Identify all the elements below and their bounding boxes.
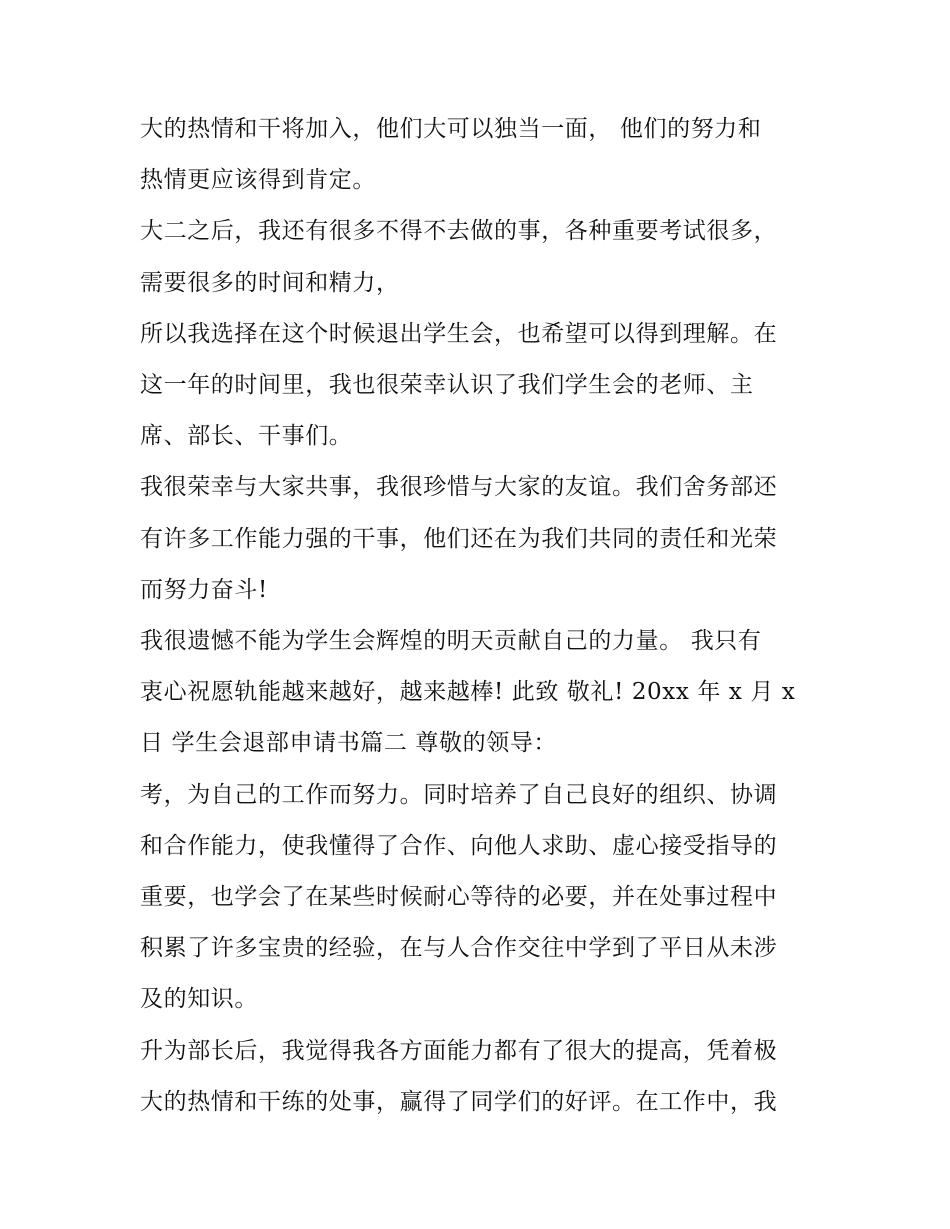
text-line: 热情更应该得到肯定。: [140, 167, 376, 194]
text-line: 我很荣幸与大家共事，我很珍惜与大家的友谊。我们舍务部还: [140, 474, 778, 501]
text-line: 和合作能力，使我懂得了合作、向他人求助、虚心接受指导的: [140, 832, 778, 859]
text-line: 我很遗憾不能为学生会辉煌的明天贡献自己的力量。 我只有: [140, 628, 762, 655]
text-line: 需要很多的时间和精力，: [140, 269, 400, 296]
text-line: 积累了许多宝贵的经验，在与人合作交往中学到了平日从未涉: [140, 935, 778, 962]
text-line: 而努力奋斗!: [140, 576, 268, 603]
text-line: 有许多工作能力强的干事，他们还在为我们共同的责任和光荣: [140, 525, 778, 552]
text-line: 席、部长、干事们。: [140, 423, 353, 450]
text-line: 大的热情和干练的处事，赢得了同学们的好评。在工作中，我: [140, 1088, 778, 1115]
text-line: 重要，也学会了在某些时候耐心等待的必要，并在处事过程中: [140, 884, 778, 911]
text-line: 衷心祝愿轨能越来越好，越来越棒! 此致 敬礼! 20xx 年 x 月 x: [140, 679, 796, 706]
text-line: 所以我选择在这个时候退出学生会，也希望可以得到理解。在: [140, 320, 778, 347]
text-line: 考，为自己的工作而努力。同时培养了自己良好的组织、协调: [140, 781, 778, 808]
text-line: 大的热情和干将加入，他们大可以独当一面， 他们的努力和: [140, 116, 762, 142]
document-body: [140, 104, 820, 1128]
text-line: 及的知识。: [140, 986, 258, 1013]
text-line: 大二之后，我还有很多不得不去做的事，各种重要考试很多，: [140, 218, 778, 245]
text-line: 日 学生会退部申请书篇二 尊敬的领导：: [140, 730, 558, 757]
text-line: 这一年的时间里，我也很荣幸认识了我们学生会的老师、主: [140, 372, 754, 399]
text-line: 升为部长后，我觉得我各方面能力都有了很大的提高，凭着极: [140, 1037, 778, 1064]
